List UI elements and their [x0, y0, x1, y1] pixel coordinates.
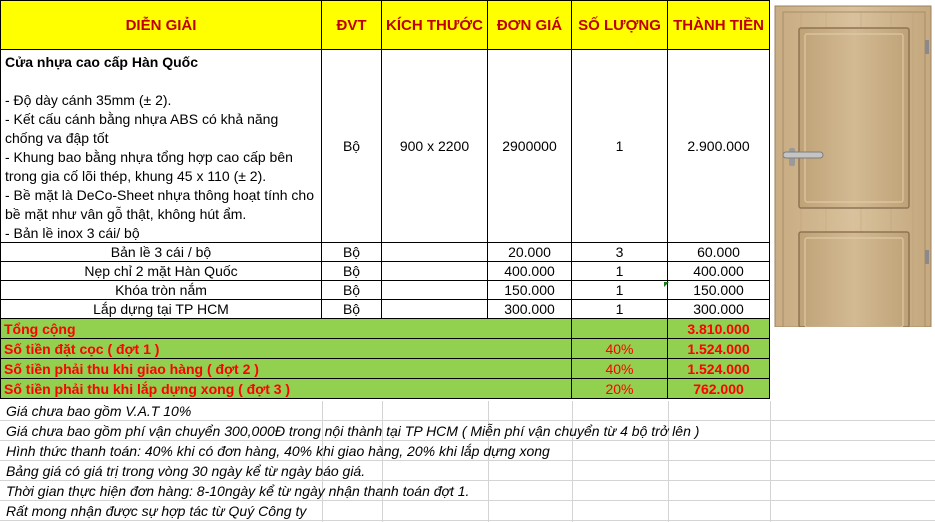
note-line[interactable]: Bảng giá có giá trị trong vòng 30 ngày kể từ ngày báo giá.: [0, 461, 935, 481]
item-price[interactable]: 300.000: [488, 300, 572, 319]
main-item-size[interactable]: 900 x 2200: [382, 50, 488, 243]
item-total[interactable]: 60.000: [668, 243, 770, 262]
note-line[interactable]: Hình thức thanh toán: 40% khi có đơn hàng, 40% khi giao hàng, 20% khi lắp dựng xong: [0, 441, 935, 461]
item-size[interactable]: [382, 300, 488, 319]
summary-amount[interactable]: 3.810.000: [668, 319, 770, 339]
summary-label[interactable]: Số tiền phải thu khi giao hàng ( đợt 2 ): [0, 359, 572, 379]
item-qty[interactable]: 1: [572, 262, 668, 281]
summary-percent[interactable]: [572, 319, 668, 339]
main-item-qty[interactable]: 1: [572, 50, 668, 243]
item-unit[interactable]: Bộ: [322, 243, 382, 262]
main-item-detail: - Kết cấu cánh bằng nhựa ABS có khả năng chống va đập tốt: [5, 111, 279, 146]
main-item-description[interactable]: [0, 50, 322, 243]
header-total[interactable]: THÀNH TIỀN: [668, 0, 770, 50]
item-unit[interactable]: Bộ: [322, 262, 382, 281]
main-item-title: Cửa nhựa cao cấp Hàn Quốc: [5, 54, 198, 70]
item-price[interactable]: 150.000: [488, 281, 572, 300]
item-qty[interactable]: 1: [572, 300, 668, 319]
item-price[interactable]: 400.000: [488, 262, 572, 281]
summary-amount[interactable]: 762.000: [668, 379, 770, 399]
item-qty[interactable]: 3: [572, 243, 668, 262]
item-unit[interactable]: Bộ: [322, 281, 382, 300]
door-image: [771, 0, 935, 327]
header-qty[interactable]: SỐ LƯỢNG: [572, 0, 668, 50]
main-item-price[interactable]: 2900000: [488, 50, 572, 243]
summary-label[interactable]: Số tiền đặt cọc ( đợt 1 ): [0, 339, 572, 359]
summary-amount[interactable]: 1.524.000: [668, 359, 770, 379]
comment-marker-icon: [664, 282, 669, 287]
main-item-total[interactable]: 2.900.000: [668, 50, 770, 243]
item-size[interactable]: [382, 281, 488, 300]
main-item-detail: - Bề mặt là DeCo-Sheet nhựa thông hoạt tính cho bề mặt như vân gỗ thật, không hút ẩm.: [5, 187, 315, 222]
item-size[interactable]: [382, 262, 488, 281]
summary-amount[interactable]: 1.524.000: [668, 339, 770, 359]
summary-label[interactable]: Số tiền phải thu khi lắp dựng xong ( đợt 3 ): [0, 379, 572, 399]
item-name[interactable]: Khóa tròn nắm: [0, 281, 322, 300]
main-item-unit[interactable]: Bộ: [322, 50, 382, 243]
header-price[interactable]: ĐƠN GIÁ: [488, 0, 572, 50]
note-line[interactable]: Rất mong nhận được sự hợp tác từ Quý Công ty: [0, 501, 935, 521]
item-price[interactable]: 20.000: [488, 243, 572, 262]
main-item-detail: - Độ dày cánh 35mm (± 2).: [5, 92, 172, 108]
header-desc[interactable]: DIỄN GIẢI: [0, 0, 322, 50]
main-item-detail: - Khung bao bằng nhựa tổng hợp cao cấp bên trong gia cố lõi thép, khung 45 x 110 (± 2).: [5, 149, 293, 184]
summary-label[interactable]: Tổng cộng: [0, 319, 572, 339]
summary-percent[interactable]: 40%: [572, 359, 668, 379]
note-line[interactable]: Giá chưa bao gồm V.A.T 10%: [0, 401, 935, 421]
item-total[interactable]: 400.000: [668, 262, 770, 281]
note-line[interactable]: Giá chưa bao gồm phí vận chuyển 300,000Đ trong nội thành tại TP HCM ( Miễn phí vận chuyển từ 4 bộ trở lên ): [0, 421, 935, 441]
item-size[interactable]: [382, 243, 488, 262]
item-total[interactable]: 300.000: [668, 300, 770, 319]
item-qty[interactable]: 1: [572, 281, 668, 300]
header-size[interactable]: KÍCH THƯỚC: [382, 0, 488, 50]
item-name[interactable]: Nẹp chỉ 2 mặt Hàn Quốc: [0, 262, 322, 281]
main-item-detail: - Bản lề inox 3 cái/ bộ: [5, 225, 140, 241]
item-name[interactable]: Bản lề 3 cái / bộ: [0, 243, 322, 262]
summary-percent[interactable]: 20%: [572, 379, 668, 399]
note-line[interactable]: Thời gian thực hiện đơn hàng: 8-10ngày kể từ ngày nhận thanh toán đợt 1.: [0, 481, 935, 501]
item-unit[interactable]: Bộ: [322, 300, 382, 319]
item-total[interactable]: 150.000: [668, 281, 770, 300]
summary-percent[interactable]: 40%: [572, 339, 668, 359]
item-name[interactable]: Lắp dựng tại TP HCM: [0, 300, 322, 319]
header-unit[interactable]: ĐVT: [322, 0, 382, 50]
